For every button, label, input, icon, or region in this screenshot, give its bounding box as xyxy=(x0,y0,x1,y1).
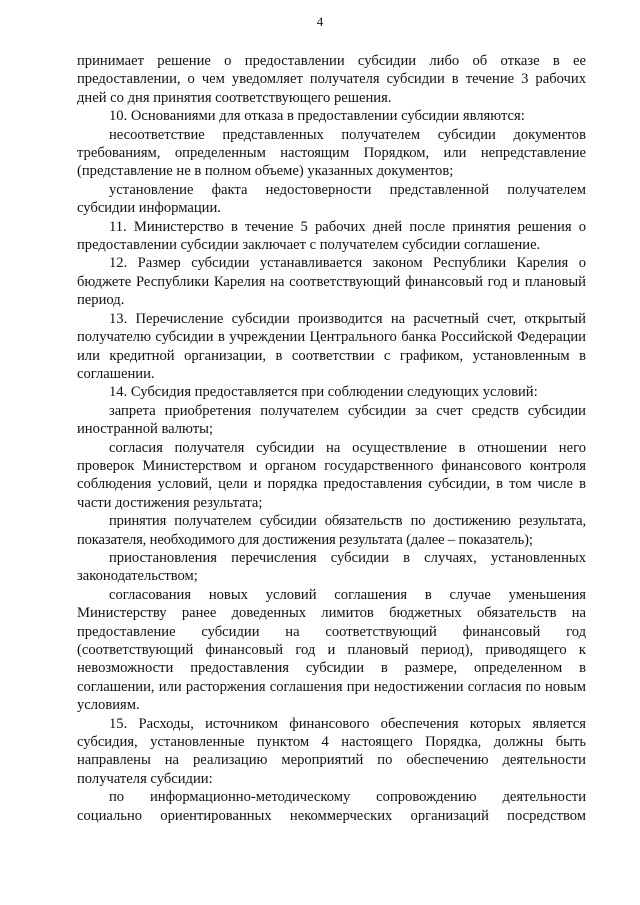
paragraph-13-transfer: 13. Перечисление субсидии производится на расчетный счет, открытый получателю субсидии в учреждении Центрального банка Российской Федерации или кредитной организации, в соответствии с графиком, установленным в соглашении. xyxy=(77,310,586,382)
paragraph-10-refusal-grounds: 10. Основаниями для отказа в предоставлении субсидии являются: xyxy=(109,108,525,125)
paragraph-14-conditions: 14. Субсидия предоставляется при соблюдении следующих условий: xyxy=(109,384,538,401)
paragraph-11-agreement: 11. Министерство в течение 5 рабочих дней после принятия решения о предоставлении субсидии заключает с получателем субсидии соглашение. xyxy=(77,218,586,254)
paragraph-continuation: принимает решение о предоставлении субсидии либо об отказе в ее предоставлении, о чем уведомляет получателя субсидии в течение 3 рабочих дней со дня принятия соответствующего решения. xyxy=(77,53,586,106)
paragraph-12-subsidy-amount: 12. Размер субсидии устанавливается законом Республики Карелия о бюджете Республики Карелия на соответствующий финансовый год и плановый период. xyxy=(77,255,586,309)
page-number: 4 xyxy=(316,14,324,29)
paragraph-expenses-methodical-support: по информационно-методическому сопровождению деятельности социально ориентированных некоммерческих организаций посредством xyxy=(77,789,586,824)
paragraph-refusal-false-info: установление факта недостоверности представленной получателем субсидии информации. xyxy=(77,181,586,217)
paragraph-condition-currency: запрета приобретения получателем субсидии за счет средств субсидии иностранной валюты; xyxy=(77,402,586,438)
document-body xyxy=(77,52,586,825)
paragraph-condition-obligations: принятия получателем субсидии обязательств по достижению результата, показателя, необходимого для достижения результата (далее – показатель); xyxy=(77,513,586,548)
paragraph-condition-new-terms: согласования новых условий соглашения в случае уменьшения Министерству ранее доведенных лимитов бюджетных обязательств на предоставление субсидии на соответствующий финансовый год (соответствующий финансовый год и плановый период), приводящего к невозможности предоставления субсидии в размере, определенном в соглашении, или расторжения соглашения при недостижении согласия по новым условиям. xyxy=(77,586,586,714)
paragraph-condition-audit-consent: согласия получателя субсидии на осуществление в отношении него проверок Министерством и органом государственного финансового контроля соблюдения условий, цели и порядка предоставления субсидии, в том числе в части достижения результата; xyxy=(77,439,586,511)
paragraph-15-expenses: 15. Расходы, источником финансового обеспечения которых является субсидия, установленные пунктом 4 настоящего Порядка, должны быть направлены на реализацию мероприятий по обеспечению деятельности получателя субсидии: xyxy=(77,715,586,787)
paragraph-refusal-mismatch: несоответствие представленных получателем субсидии документов требованиям, определенным настоящим Порядком, или непредставление (представление не в полном объеме) указанных документов; xyxy=(77,126,586,180)
paragraph-condition-suspension: приостановления перечисления субсидии в случаях, установленных законодательством; xyxy=(77,549,586,585)
